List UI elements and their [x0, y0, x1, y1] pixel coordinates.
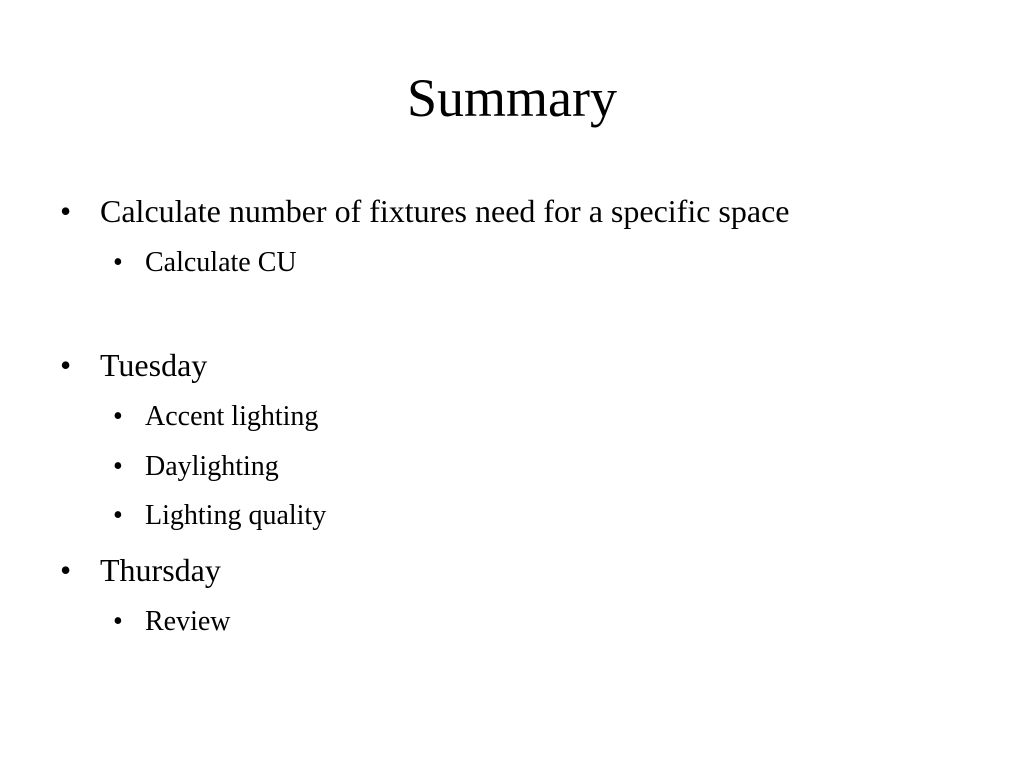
- bullet-dot: •: [60, 347, 72, 383]
- bullet-text: Calculate CU: [145, 247, 297, 278]
- bullet-dot: •: [113, 401, 123, 432]
- subbullet-daylighting: [113, 450, 279, 484]
- bullet-text: Calculate number of fixtures need for a specific space: [100, 193, 790, 229]
- bullet-text: Tuesday: [100, 347, 208, 383]
- bullet-text: Lighting quality: [145, 500, 327, 531]
- bullet-text: Daylighting: [145, 451, 279, 482]
- bullet-dot: •: [113, 247, 123, 278]
- bullet-dot: •: [113, 451, 123, 482]
- subbullet-accent-lighting: [113, 400, 319, 434]
- bullet-dot: •: [60, 552, 72, 588]
- bullet-calculate-fixtures: [60, 191, 790, 231]
- bullet-dot: •: [60, 193, 72, 229]
- subbullet-calculate-cu: [113, 246, 297, 280]
- bullet-text: Thursday: [100, 552, 221, 588]
- bullet-thursday: [60, 550, 221, 590]
- bullet-text: Accent lighting: [145, 401, 319, 432]
- subbullet-lighting-quality: [113, 499, 327, 533]
- slide-title: Summary: [407, 68, 617, 128]
- bullet-dot: •: [113, 500, 123, 531]
- bullet-text: Review: [145, 606, 231, 637]
- subbullet-review: [113, 605, 231, 639]
- bullet-dot: •: [113, 606, 123, 637]
- bullet-tuesday: [60, 345, 208, 385]
